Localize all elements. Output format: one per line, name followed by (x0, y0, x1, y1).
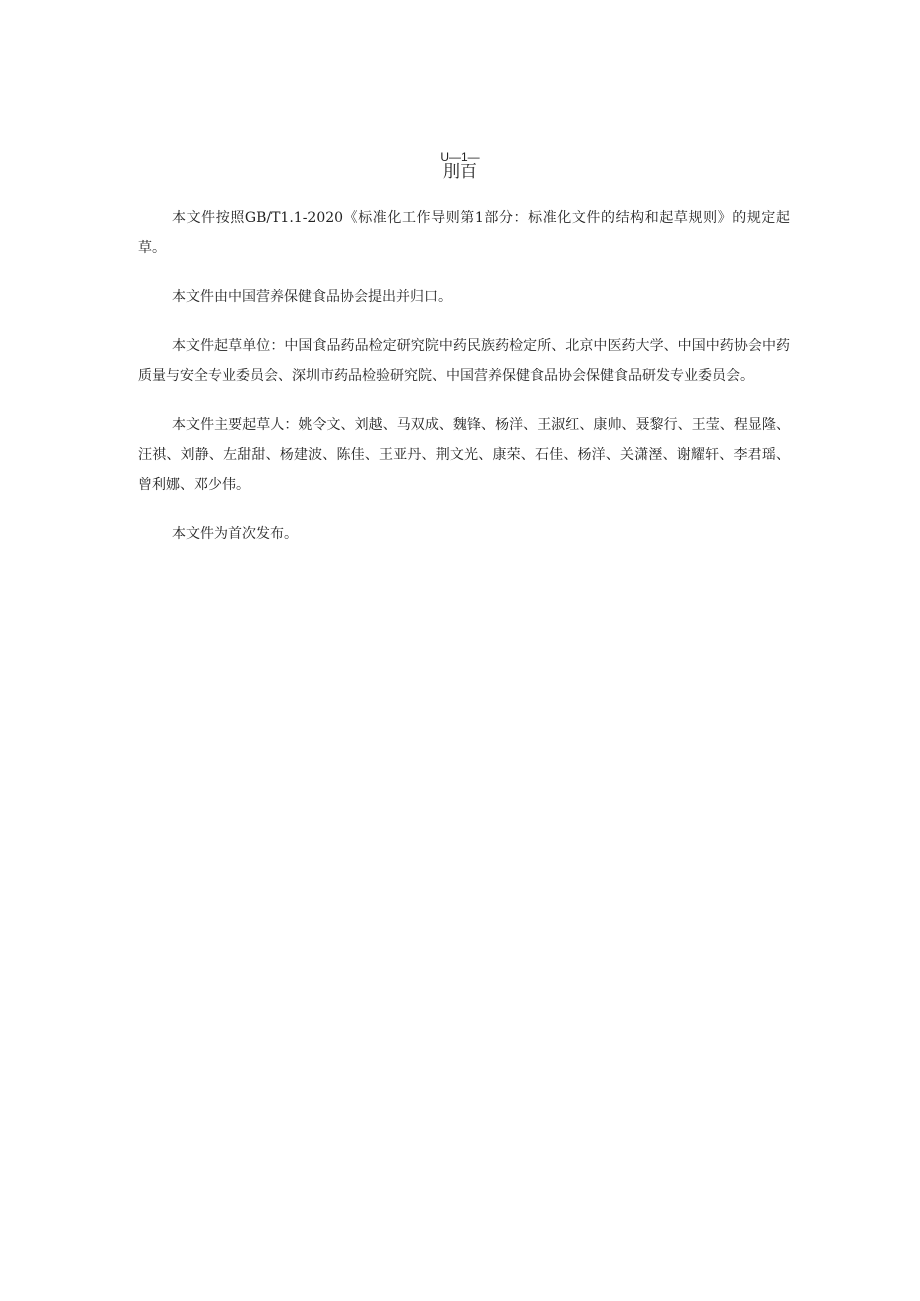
paragraph-standard-basis: 本文件按照GB/T1.1-2020《标准化工作导则第1部分：标准化文件的结构和起草规则》的规定起草。 (138, 210, 790, 256)
paragraph-proposer: 本文件由中国营养保健食品协会提出并归口。 (172, 289, 452, 305)
section-heading: 刖百 (443, 162, 477, 182)
paragraph-drafters: 本文件主要起草人：姚令文、刘越、马双成、魏锋、杨洋、王淑红、康帅、聂黎行、王莹、程显隆、汪祺、刘静、左甜甜、杨建波、陈佳、王亚丹、荆文光、康荣、石佳、杨洋、关潇溼、谢耀轩、李君瑶、曾利娜、邓少伟。 (138, 417, 790, 493)
body-text (138, 203, 790, 568)
paragraph-drafting-units: 本文件起草单位：中国食品药品检定研究院中药民族药检定所、北京中医药大学、中国中药协会中药质量与安全专业委员会、深圳市药品检验研究院、中国营养保健食品协会保健食品研发专业委员会。 (138, 338, 790, 384)
heading-marker: U—1— (440, 150, 480, 164)
paragraph-release-note: 本文件为首次发布。 (172, 526, 298, 542)
